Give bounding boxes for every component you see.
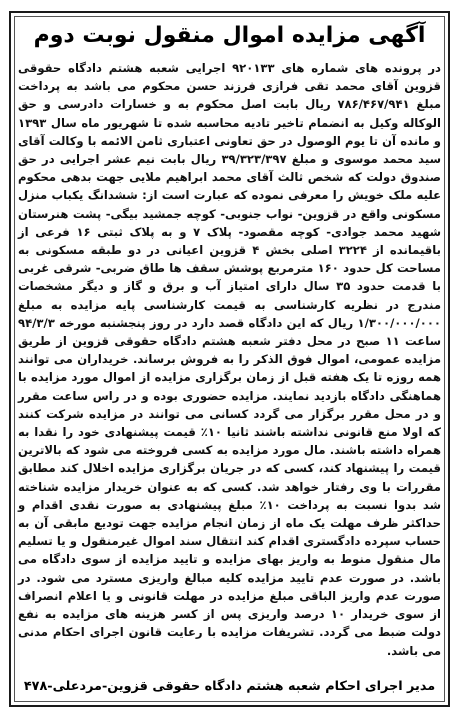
notice-signature: مدیر اجرای احکام شعبه هشتم دادگاه حقوقی قزوین-مردعلی-۴۷۸	[23, 679, 436, 694]
notice-body: در پرونده های شماره های ۹۲۰۱۳۳ اجرایی شعبه هشتم دادگاه حقوقی قزوین آقای محمد تقی فرازی فرزند حسن محکوم می باشد به پرداخت مبلغ ۷۸۶/۴۶۷/۹۴۱ ریال بابت اصل محکوم به و خسارات دادرسی و حق الوکاله وکیل به انضمام تاخیر تادیه محاسبه شده تا شهریور ماه سال ۱۳۹۳ و مانده آن تا یوم الوصول در حق تعاونی اعتباری ثامن الائمه با وکالت آقای سید محمد موسوی و مبلغ ۳۹/۳۲۳/۳۹۷ ریال بابت نیم عشر اجرایی در حق صندوق دولت که شخص ثالث آقای محمد ابراهیم ملایی جهت بدهی محکوم علیه ملک خویش را معرفی نموده که عبارت است از: ششدانگ یکباب منزل مسکونی واقع در قزوین- نواب جنوبی- کوچه جمشید بیگی- پشت هنرستان شهید محمد جوادی- کوچه مقصود- پلاک ۷ و به پلاک ثبتی ۱۶ فرعی از باقیمانده از ۳۲۲۴ اصلی بخش ۴ قزوین اعیانی در دو طبقه مسکونی به مساحت کل حدود ۱۶۰ مترمربع پوشش سقف ها طاق ضربی- شرقی غربی با قدمت حدود ۳۵ سال دارای امتیاز آب و برق و گاز و دیگر مشخصات مندرج در نظریه کارشناسی به قیمت کارشناسی پایه مزایده به مبلغ ۱/۳۰۰/۰۰۰/۰۰۰ ریال که این دادگاه قصد دارد در روز پنجشنبه مورخه ۹۴/۳/۳ ساعت ۱۱ صبح در محل دفتر شعبه هشتم دادگاه حقوقی قزوین از طریق مزایده عمومی، اموال فوق الذکر را به فروش برساند. خریداران می توانند همه روزه تا یک هفته قبل از زمان برگزاری مزایده از اموال مورد مزایده با هماهنگی دادگاه بازدید نمایند. مزایده حضوری بوده و در راس ساعت مقرر و در محل مقرر برگزار می گردد کسانی می توانند در مزایده شرکت کنند که اولا منع قانونی نداشته باشند ثانیا ۱۰٪ قیمت پیشنهادی خود را نقدا به همراه داشته باشند. مال مورد مزایده به کسی فروخته می شود که بالاترین قیمت را پیشنهاد کند، کسی که در جریان برگزاری مزایده اخلال کند مطابق مقررات با وی رفتار خواهد شد. کسی که به عنوان خریدار مزایده شناخته شد بدوا نسبت به پرداخت ۱۰٪ مبلغ پیشنهادی به صورت نقدی اقدام و حداکثر ظرف مهلت یک ماه از زمان انجام مزایده جهت تودیع مابقی آن به حساب سپرده دادگستری اقدام کند انتقال سند اموال غیرمنقول و یا تسلیم مال منقول منوط به واریز بهای مزایده و تایید مزایده از سوی دادگاه می باشد. در صورت عدم تایید مزایده کلیه مبالغ واریزی مسترد می شود. در صورت عدم واریز الباقی مبلغ مزایده در مهلت قانونی و یا اعلام انصراف از سوی خریدار ۱۰ درصد واریزی پس از کسر هزینه های مزایده به نفع دولت ضبط می گردد. تشریفات مزایده با رعایت قانون اجرای احکام مدنی می باشد.	[18, 61, 442, 658]
notice-title: آگهی مزایده اموال منقول نوبت دوم	[33, 23, 426, 48]
notice-frame	[9, 11, 450, 707]
